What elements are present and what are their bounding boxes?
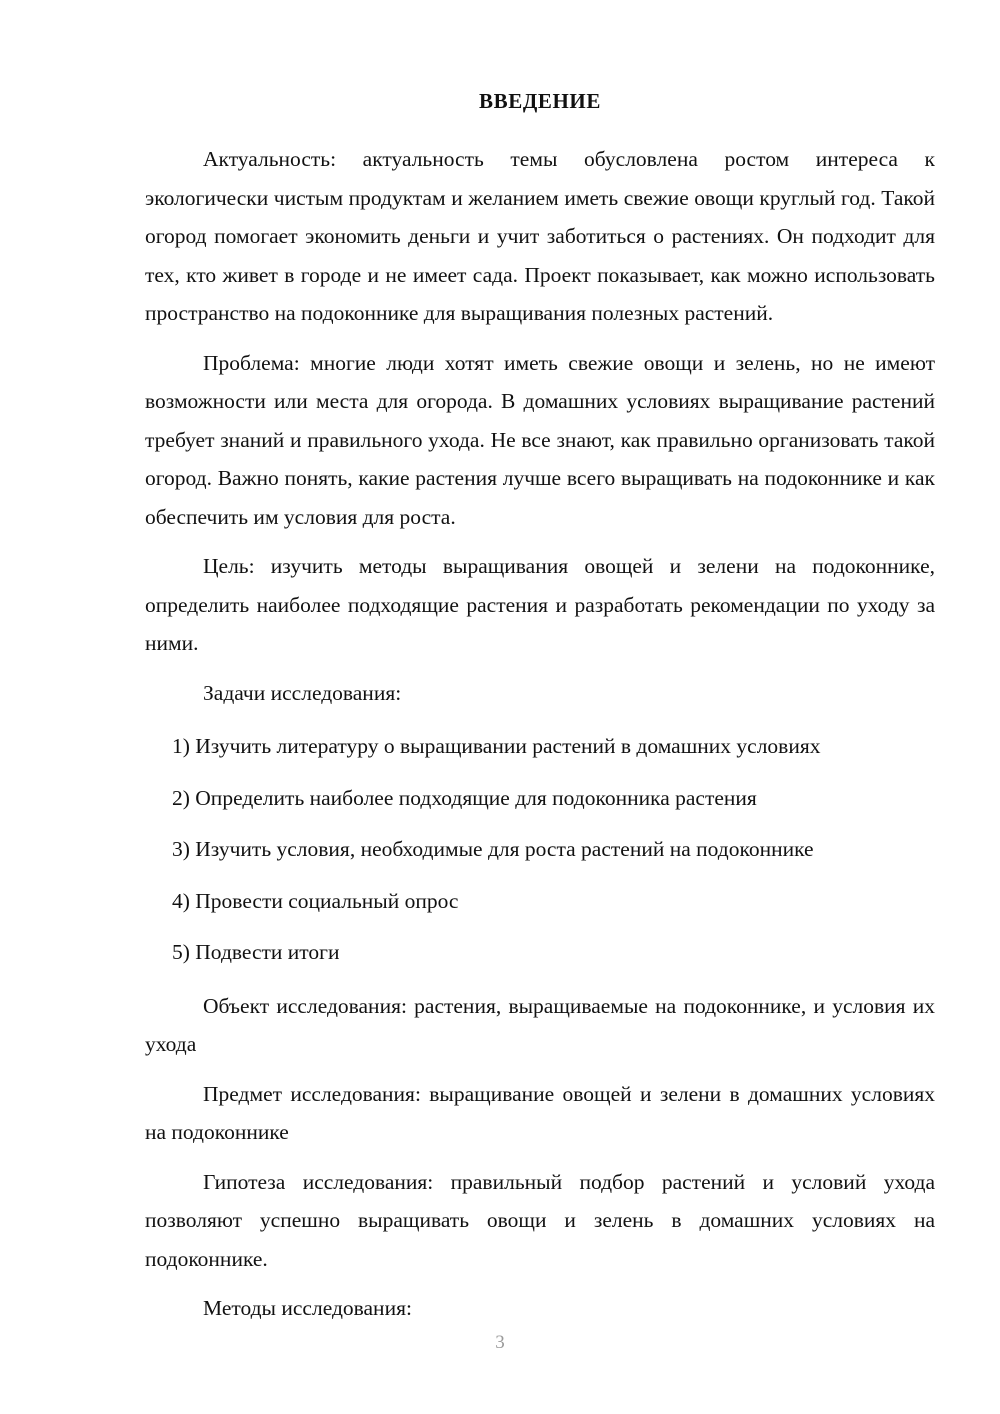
- tasks-list: [145, 727, 935, 972]
- list-item: 2) Определить наиболее подходящие для подоконника растения: [172, 785, 757, 810]
- list-item: 4) Провести социальный опрос: [172, 888, 459, 913]
- list-item: 5) Подвести итоги: [172, 940, 340, 965]
- page-title: ВВЕДЕНИЕ: [479, 89, 601, 113]
- list-spacer: [145, 977, 935, 987]
- paragraph-problem: Проблема: многие люди хотят иметь свежие овощи и зелень, но не имеют возможности или места для огорода. В домашних условиях выращивание растений требует знаний и правильного ухода. Не все знают, как правильно организовать такой огород. Важно понять, какие растения лучше всего выращивать на подоконнике и как обеспечить им условия для роста.: [145, 350, 935, 529]
- paragraph-object: Объект исследования: растения, выращиваемые на подоконнике, и условия их ухода: [145, 993, 935, 1057]
- paragraph-subject: Предмет исследования: выращивание овощей и зелени в домашних условиях на подоконнике: [145, 1081, 935, 1145]
- list-item: 3) Изучить условия, необходимые для роста растений на подоконнике: [172, 837, 814, 862]
- list-spacer: [145, 717, 935, 727]
- methods-heading: Методы исследования:: [203, 1296, 412, 1321]
- tasks-heading: Задачи исследования:: [203, 680, 402, 705]
- list-item: 1) Изучить литературу о выращивании растений в домашних условиях: [172, 734, 821, 759]
- document-body: [145, 88, 935, 1333]
- page-number: 3: [495, 1332, 505, 1353]
- paragraph-relevance: Актуальность: актуальность темы обусловлена ростом интереса к экологически чистым продуктам и желанием иметь свежие овощи круглый год. Такой огород помогает экономить деньги и учит заботиться о растениях. Он подходит для тех, кто живет в городе и не имеет сада. Проект показывает, как можно использовать пространство на подоконнике для выращивания полезных растений.: [145, 147, 935, 326]
- paragraph-goal: Цель: изучить методы выращивания овощей и зелени на подоконнике, определить наиболее подходящие растения и разработать рекомендации по уходу за ними.: [145, 554, 935, 656]
- paragraph-hypothesis: Гипотеза исследования: правильный подбор растений и условий ухода позволяют успешно выращивать овощи и зелень в домашних условиях на подоконнике.: [145, 1169, 935, 1271]
